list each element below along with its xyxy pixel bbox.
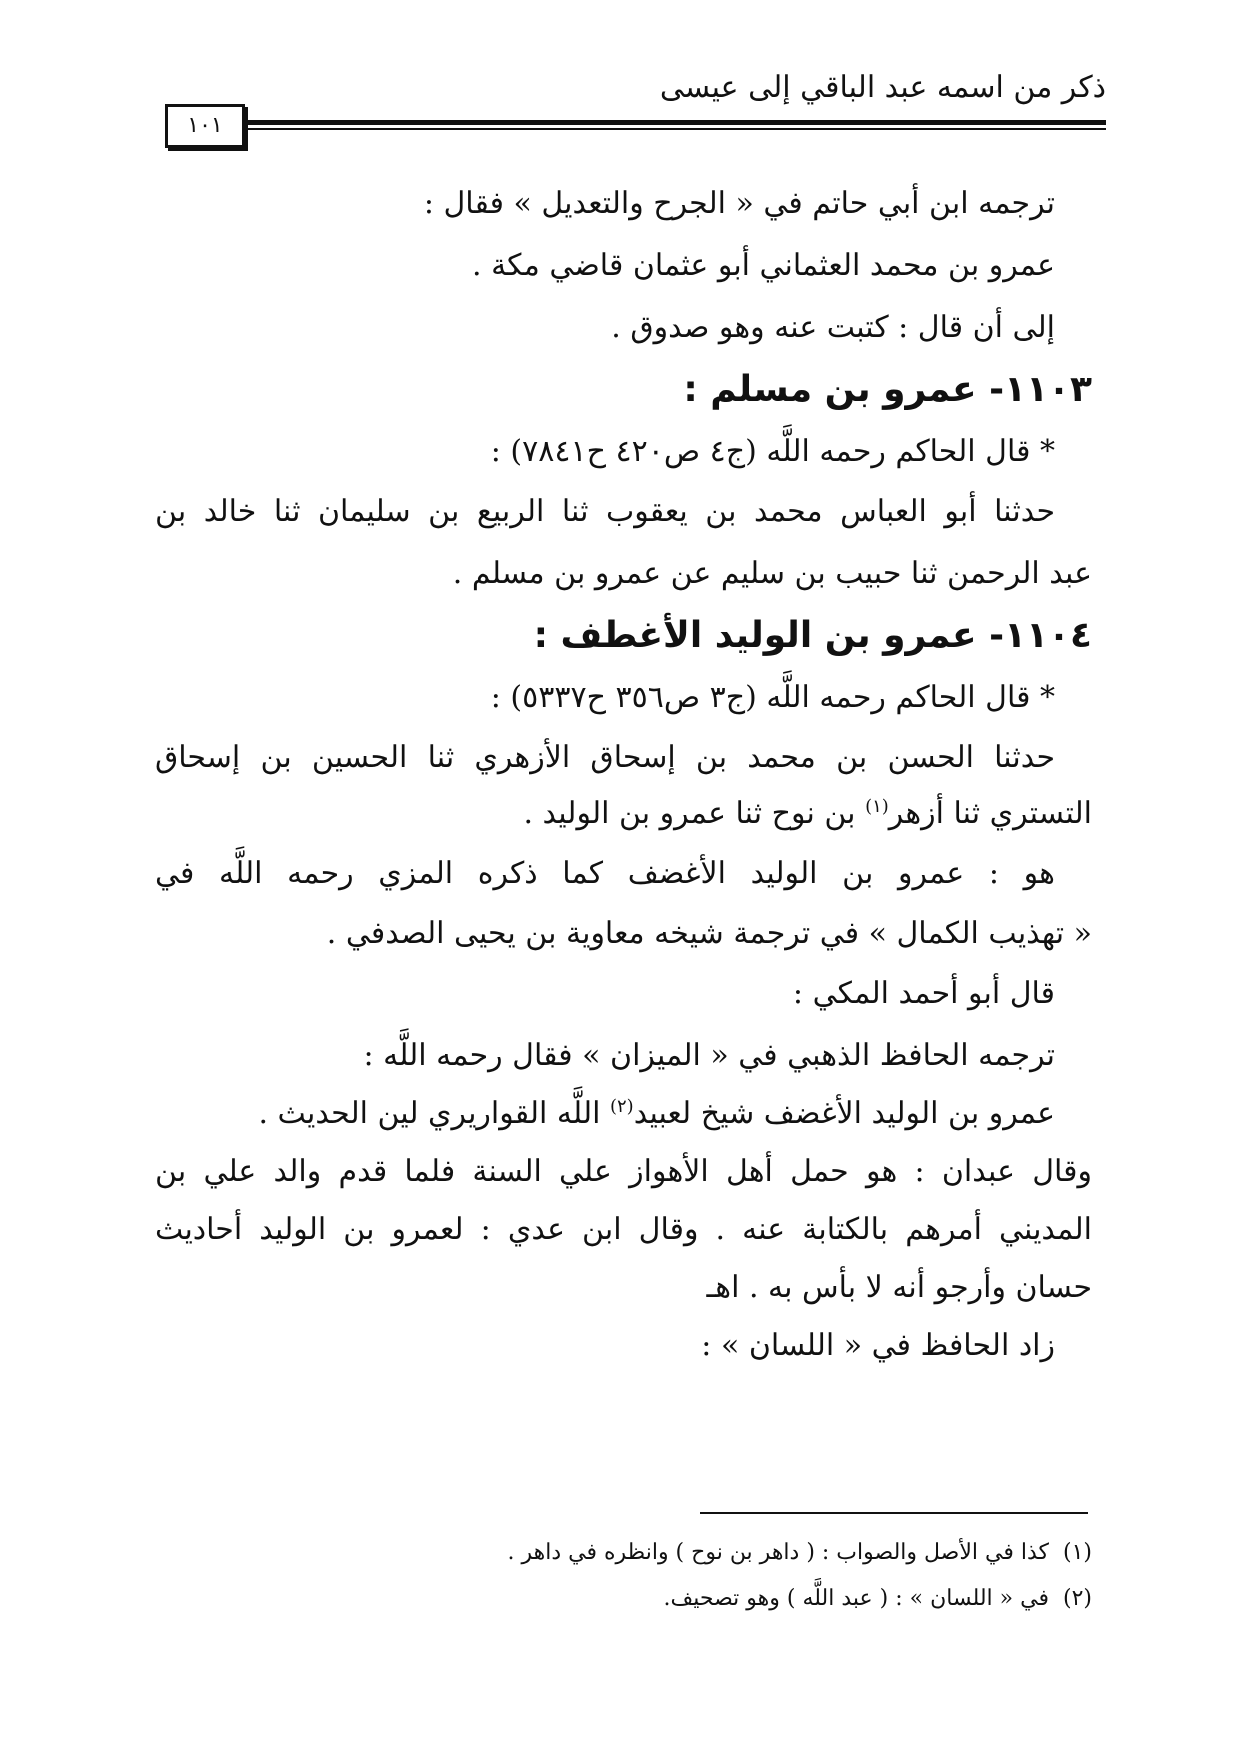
text-line: وقال عبدان : هو حمل أهل الأهواز علي السنة فلما قدم والد علي بن [155,1154,1092,1189]
page-number: ١٠١ [165,104,245,148]
text-line: زاد الحافظ في « اللسان » : [701,1328,1055,1363]
text-line: المديني أمرهم بالكتابة عنه . وقال ابن عدي : لعمرو بن الوليد أحاديث [155,1212,1092,1247]
text-line: عمرو بن محمد العثماني أبو عثمان قاضي مكة . [472,248,1055,283]
text-run: التستري ثنا أزهر [888,796,1092,831]
text-line [258,1092,1055,1136]
text-line: قال أبو أحمد المكي : [792,976,1055,1011]
footnote-separator [700,1512,1088,1514]
text-line [523,792,1092,836]
footnote-1 [508,1536,1092,1570]
text-line: عبد الرحمن ثنا حبيب بن سليم عن عمرو بن مسلم . [452,556,1092,591]
footnote-ref-2: (٢) [609,1096,634,1117]
text-line: حسان وأرجو أنه لا بأس به . اهـ [706,1270,1092,1305]
header-rule-thin [242,128,1106,130]
text-line: ترجمه الحافظ الذهبي في « الميزان » فقال رحمه اللَّه : [363,1038,1055,1073]
text-line: حدثنا الحسن بن محمد بن إسحاق الأزهري ثنا الحسين بن إسحاق [155,740,1055,775]
text-line: ترجمه ابن أبي حاتم في « الجرح والتعديل » فقال : [423,186,1055,221]
running-title: ذكر من اسمه عبد الباقي إلى عيسى [659,70,1106,105]
text-line: هو : عمرو بن الوليد الأغضف كما ذكره المزي رحمه اللَّه في [155,856,1055,891]
source-citation: * قال الحاكم رحمه اللَّه (ج٣ ص٣٥٦ ح٥٣٣٧) : [490,680,1055,715]
text-line: « تهذيب الكمال » في ترجمة شيخه معاوية بن يحيى الصدفي . [326,916,1092,951]
text-run: عمرو بن الوليد الأغضف شيخ لعبيد [633,1096,1055,1131]
entry-heading-1104: ١١٠٤- عمرو بن الوليد الأغطف : [533,615,1092,656]
footnote-ref-1: (١) [865,796,889,817]
entry-heading-1103: ١١٠٣- عمرو بن مسلم : [683,369,1092,410]
source-citation: * قال الحاكم رحمه اللَّه (ج٤ ص٤٢٠ ح٧٨٤١) : [490,434,1055,469]
text-run: بن نوح ثنا عمرو بن الوليد . [523,796,866,831]
footnote-2 [664,1582,1093,1616]
header-rule [242,120,1106,125]
text-line: حدثنا أبو العباس محمد بن يعقوب ثنا الربيع بن سليمان ثنا خالد بن [155,494,1055,529]
text-line: إلى أن قال : كتبت عنه وهو صدوق . [611,310,1055,345]
text-run: اللَّه القواريري لين الحديث . [258,1096,610,1131]
footnote-text: في « اللسان » : ( عبد اللَّه ) وهو تصحيف. [663,1586,1049,1611]
footnote-text: كذا في الأصل والصواب : ( داهر بن نوح ) وانظره في داهر . [507,1540,1049,1565]
footnote-number: (٢) [1062,1586,1092,1611]
footnote-number: (١) [1062,1540,1092,1565]
